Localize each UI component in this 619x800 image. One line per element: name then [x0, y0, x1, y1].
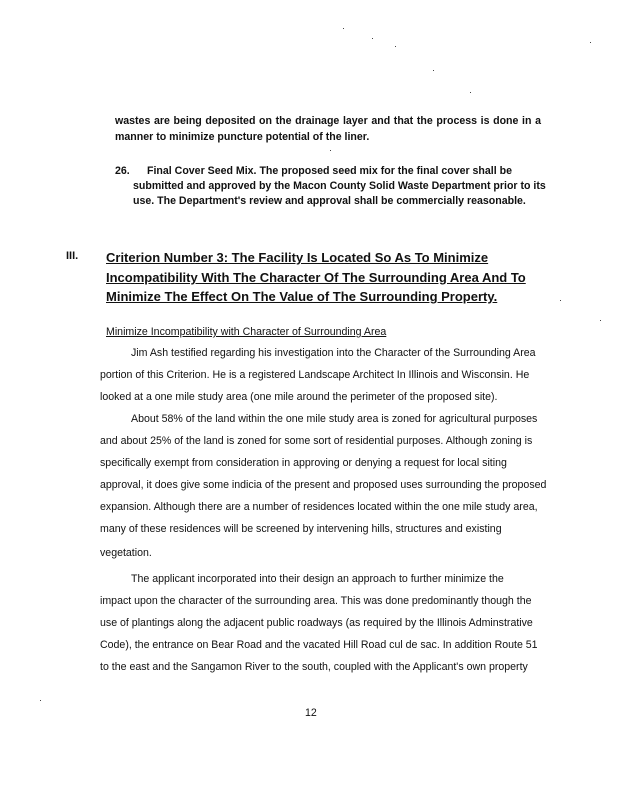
- paragraph-line: portion of this Criterion. He is a registered Landscape Architect In Illinois and Wisconsin. He: [100, 369, 530, 381]
- paragraph-line: Jim Ash testified regarding his investigation into the Character of the Surrounding Area: [131, 347, 536, 359]
- section-title-line: Incompatibility With The Character Of The Surrounding Area And To: [106, 270, 526, 285]
- paragraph-line: looked at a one mile study area (one mile around the perimeter of the proposed site).: [100, 391, 498, 403]
- paragraph-line: approval, it does give some indicia of the present and proposed uses surrounding the proposed: [100, 479, 547, 491]
- item-line: Final Cover Seed Mix. The proposed seed mix for the final cover shall be: [147, 165, 512, 177]
- paragraph-line: specifically exempt from consideration in approving or denying a request for local siting: [100, 457, 507, 469]
- section-title-line: Minimize The Effect On The Value of The Surrounding Property.: [106, 289, 498, 304]
- item-line: submitted and approved by the Macon County Solid Waste Department prior to its: [133, 180, 546, 192]
- continuation-line: wastes are being deposited on the drainage layer and that the process is done in a: [115, 115, 541, 127]
- section-number: III.: [66, 250, 79, 262]
- continuation-line: manner to minimize puncture potential of the liner.: [115, 131, 370, 143]
- item-number: 26.: [115, 165, 130, 177]
- item-line: use. The Department's review and approval shall be commercially reasonable.: [133, 195, 526, 207]
- paragraph-line: vegetation.: [100, 547, 152, 559]
- paragraph-line: impact upon the character of the surrounding area. This was done predominantly though the: [100, 595, 532, 607]
- paragraph-line: The applicant incorporated into their design an approach to further minimize the: [131, 573, 504, 585]
- paragraph-line: to the east and the Sangamon River to the south, coupled with the Applicant's own property: [100, 661, 528, 673]
- paragraph-line: use of plantings along the adjacent public roadways (as required by the Illinois Adminstrative: [100, 617, 533, 629]
- paragraph-line: many of these residences will be screened by intervening hills, structures and existing: [100, 523, 502, 535]
- paragraph-line: expansion. Although there are a number of residences located within the one mile study area,: [100, 501, 538, 513]
- paragraph-line: and about 25% of the land is zoned for some sort of residential purposes. Although zoning is: [100, 435, 533, 447]
- paragraph-line: About 58% of the land within the one mile study area is zoned for agricultural purposes: [131, 413, 538, 425]
- subheading: Minimize Incompatibility with Character of Surrounding Area: [106, 326, 387, 338]
- paragraph-line: Code), the entrance on Bear Road and the vacated Hill Road cul de sac. In addition Route 51: [100, 639, 538, 651]
- page-number: 12: [305, 707, 317, 719]
- section-title-line: Criterion Number 3: The Facility Is Located So As To Minimize: [106, 250, 489, 265]
